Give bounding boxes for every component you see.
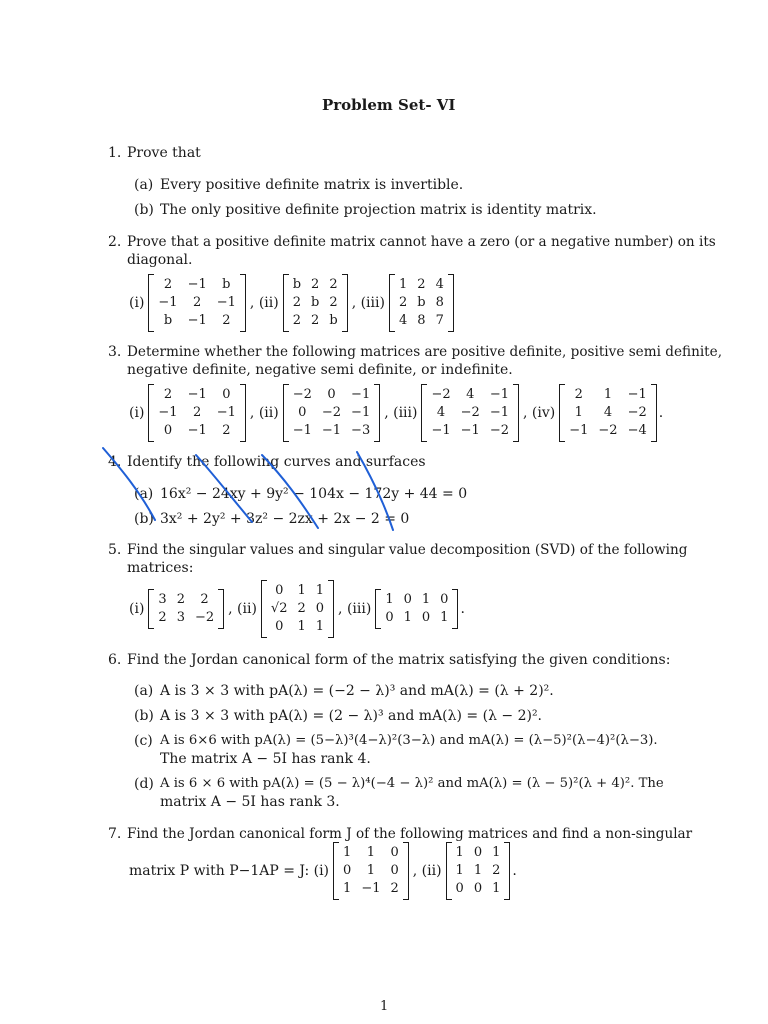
p3-label-1: (i) xyxy=(129,405,145,421)
matrix-cell: 0 xyxy=(275,583,284,598)
matrix-cell: 0 xyxy=(455,881,464,896)
problem-6d-text-2: matrix A − 5I has rank 3. xyxy=(160,794,340,810)
matrix-cell: 2 xyxy=(329,277,338,292)
matrix-cell: 1 xyxy=(403,610,412,625)
p2-label-2: , (ii) xyxy=(249,295,279,311)
matrix-cell: −1 xyxy=(431,423,451,438)
matrix-cell: 8 xyxy=(435,295,444,310)
matrix-cell: 0 xyxy=(327,387,336,402)
matrix-cell: 0 xyxy=(298,405,307,420)
matrix-grid xyxy=(267,580,328,638)
problem-3-line1: Determine whether the following matrices are positive definite, positive semi definite, xyxy=(127,344,723,360)
problem-1-number: 1. xyxy=(108,145,122,161)
matrix-cell: −2 xyxy=(489,423,509,438)
problem-7-number: 7. xyxy=(108,826,122,842)
matrix-cell: −1 xyxy=(361,881,381,896)
problem-5-number: 5. xyxy=(108,542,122,558)
matrix-cell: 0 xyxy=(473,881,483,896)
matrix-cell: 2 xyxy=(492,863,501,878)
matrix-cell: b xyxy=(417,295,426,310)
p5-matrix-2 xyxy=(261,580,334,638)
matrix-cell: 2 xyxy=(163,387,173,402)
matrix-cell: 4 xyxy=(466,387,475,402)
matrix-cell: 1 xyxy=(315,583,325,598)
matrix-cell: 1 xyxy=(421,592,431,607)
problem-5-line2: matrices: xyxy=(127,560,194,576)
p5-label-2: , (ii) xyxy=(228,601,257,617)
p3-label-3: , (iii) xyxy=(384,405,418,421)
matrix-cell: 2 xyxy=(193,405,202,420)
problem-5-line1: Find the singular values and singular value decomposition (SVD) of the following xyxy=(127,542,688,558)
matrix-cell: 2 xyxy=(417,277,426,292)
right-bracket xyxy=(328,580,334,638)
problem-6-text: Find the Jordan canonical form of the matrix satisfying the given conditions: xyxy=(127,652,671,668)
matrix-cell: −1 xyxy=(489,405,509,420)
problem-7-matrix-row xyxy=(127,842,517,900)
p3-label-2: , (ii) xyxy=(249,405,279,421)
p5-label-3: , (iii) xyxy=(338,601,372,617)
problem-1a-text: Every positive definite matrix is invertible. xyxy=(160,177,464,193)
problem-1-text: Prove that xyxy=(127,145,201,161)
matrix-cell: 2 xyxy=(222,313,231,328)
pen-stroke-3 xyxy=(262,455,318,528)
matrix-cell: −1 xyxy=(187,277,207,292)
problem-6a-text: A is 3 × 3 with pA(λ) = (−2 − λ)³ and mA(λ) = (λ + 2)². xyxy=(160,683,554,699)
problem-4a-label: (a) xyxy=(134,486,154,502)
matrix-cell: 0 xyxy=(421,610,431,625)
matrix-cell: 2 xyxy=(292,313,301,328)
matrix-cell: b xyxy=(311,295,320,310)
problem-2-line2: diagonal. xyxy=(127,252,193,268)
matrix-cell: 0 xyxy=(403,592,412,607)
problem-4b-text: 3x² + 2y² + 3z² − 2zx + 2x − 2 = 0 xyxy=(160,511,410,527)
matrix-cell: 1 xyxy=(343,881,352,896)
matrix-cell: −1 xyxy=(351,405,371,420)
right-bracket xyxy=(504,842,510,900)
p5-matrix-1 xyxy=(148,589,224,629)
matrix-cell: 1 xyxy=(297,583,306,598)
matrix-cell: −1 xyxy=(158,295,178,310)
problem-4b-label: (b) xyxy=(134,511,154,527)
matrix-cell: 2 xyxy=(311,277,320,292)
matrix-cell: 0 xyxy=(385,610,394,625)
problem-1b-label: (b) xyxy=(134,202,154,218)
problem-6c-text-1: A is 6×6 with pA(λ) = (5−λ)³(4−λ)²(3−λ) and mA(λ) = (λ−5)²(λ−4)²(λ−3). xyxy=(160,733,658,748)
p5-matrix-3 xyxy=(375,589,458,629)
problem-6d-text-1: A is 6 × 6 with pA(λ) = (5 − λ)⁴(−4 − λ)² and mA(λ) = (λ − 5)²(λ + 4)². The xyxy=(160,776,664,791)
matrix-cell: −1 xyxy=(187,313,207,328)
matrix-cell: 0 xyxy=(343,863,352,878)
matrix-cell: 3 xyxy=(176,610,185,625)
problem-4-text: Identify the following curves and surfaces xyxy=(127,454,426,470)
matrix-cell: √2 xyxy=(270,601,288,616)
matrix-cell: 1 xyxy=(366,845,376,860)
problem-6b-text: A is 3 × 3 with pA(λ) = (2 − λ)³ and mA(λ) = (λ − 2)². xyxy=(160,708,543,724)
problem-4-number: 4. xyxy=(108,454,122,470)
matrix-cell: 1 xyxy=(574,405,583,420)
page-title: Problem Set- VI xyxy=(322,96,456,114)
matrix-cell: −2 xyxy=(292,387,312,402)
matrix-cell: −1 xyxy=(351,387,371,402)
matrix-cell: −1 xyxy=(187,387,207,402)
problem-4a-text: 16x² − 24xy + 9y² − 104x − 172y + 44 = 0 xyxy=(160,486,468,502)
matrix-cell: 4 xyxy=(398,313,408,328)
matrix-cell: 2 xyxy=(176,592,185,607)
matrix-grid xyxy=(154,589,218,629)
right-bracket xyxy=(452,589,458,629)
problem-1a-label: (a) xyxy=(134,177,154,193)
matrix-cell: 1 xyxy=(455,863,464,878)
right-bracket xyxy=(218,589,224,629)
matrix-cell: 3 xyxy=(158,592,167,607)
problem-1b-text: The only positive definite projection matrix is identity matrix. xyxy=(160,202,597,218)
problem-7-prefix: matrix P with P−1AP = J: (i) xyxy=(129,863,330,879)
matrix-cell: 1 xyxy=(343,845,352,860)
p2-label-3: , (iii) xyxy=(351,295,385,311)
matrix-cell: −1 xyxy=(489,387,509,402)
matrix-cell: −2 xyxy=(194,610,215,625)
matrix-cell: b xyxy=(329,313,338,328)
page-number: 1 xyxy=(380,999,389,1014)
problem-6c-text-2: The matrix A − 5I has rank 4. xyxy=(160,751,371,767)
matrix-grid xyxy=(452,842,505,900)
matrix-cell: 1 xyxy=(603,387,613,402)
matrix-cell: −1 xyxy=(187,423,207,438)
matrix-cell: 2 xyxy=(329,295,338,310)
matrix-cell: −2 xyxy=(598,423,618,438)
matrix-cell: 1 xyxy=(492,845,501,860)
matrix-cell: 0 xyxy=(440,592,449,607)
matrix-cell: 1 xyxy=(440,610,449,625)
matrix-cell: 2 xyxy=(158,610,167,625)
matrix-cell: 2 xyxy=(292,295,301,310)
matrix-cell: 2 xyxy=(398,295,408,310)
p7-end-period: . xyxy=(512,863,517,879)
pen-stroke-1 xyxy=(103,448,155,520)
matrix-cell: b xyxy=(292,277,302,292)
problem-3-line2: negative definite, negative semi definite, or indefinite. xyxy=(127,362,513,378)
matrix-cell: −1 xyxy=(216,405,236,420)
matrix-cell: −2 xyxy=(321,405,342,420)
matrix-cell: −2 xyxy=(431,387,451,402)
matrix-cell: 2 xyxy=(390,881,399,896)
matrix-cell: −1 xyxy=(569,423,589,438)
matrix-cell: 1 xyxy=(315,619,325,634)
problem-2-number: 2. xyxy=(108,234,122,250)
p3-label-4: , (iv) xyxy=(523,405,556,421)
p7-matrix-2 xyxy=(446,842,511,900)
problem-6c-label: (c) xyxy=(134,733,153,749)
matrix-cell: 1 xyxy=(492,881,501,896)
matrix-cell: −1 xyxy=(216,295,236,310)
problem-5-matrix-row xyxy=(127,580,465,638)
matrix-cell: 1 xyxy=(366,863,376,878)
matrix-cell: 2 xyxy=(297,601,306,616)
pen-stroke-4 xyxy=(357,452,393,530)
right-bracket xyxy=(403,842,409,900)
matrix-cell: −1 xyxy=(460,423,480,438)
matrix-cell: 8 xyxy=(417,313,426,328)
matrix-cell: 1 xyxy=(455,845,464,860)
matrix-cell: 2 xyxy=(163,277,173,292)
problem-6b-label: (b) xyxy=(134,708,154,724)
matrix-cell: 0 xyxy=(315,601,325,616)
matrix-cell: 7 xyxy=(435,313,444,328)
matrix-cell: 1 xyxy=(398,277,408,292)
matrix-cell: 0 xyxy=(275,619,284,634)
problem-6a-label: (a) xyxy=(134,683,154,699)
matrix-cell: −1 xyxy=(292,423,312,438)
problem-7-line1: Find the Jordan canonical form J of the following matrices and find a non-singular xyxy=(127,826,693,842)
matrix-cell: 0 xyxy=(163,423,173,438)
matrix-cell: 2 xyxy=(311,313,320,328)
matrix-cell: 0 xyxy=(473,845,483,860)
p5-label-1: (i) xyxy=(129,601,145,617)
matrix-cell: 0 xyxy=(222,387,231,402)
matrix-cell: 0 xyxy=(390,845,399,860)
problem-2-line1: Prove that a positive definite matrix cannot have a zero (or a negative number) on its xyxy=(127,234,716,250)
p7-matrix-1 xyxy=(333,842,409,900)
p2-label-1: (i) xyxy=(129,295,145,311)
matrix-cell: −4 xyxy=(627,423,647,438)
matrix-cell: 2 xyxy=(200,592,209,607)
matrix-cell: 0 xyxy=(390,863,399,878)
matrix-cell: b xyxy=(222,277,231,292)
matrix-cell: −1 xyxy=(321,423,342,438)
matrix-cell: 2 xyxy=(222,423,231,438)
matrix-cell: 2 xyxy=(574,387,583,402)
matrix-cell: 2 xyxy=(193,295,202,310)
problem-6d-label: (d) xyxy=(134,776,154,792)
matrix-cell: 4 xyxy=(603,405,613,420)
matrix-cell: −1 xyxy=(627,387,647,402)
matrix-cell: 1 xyxy=(297,619,306,634)
matrix-cell: −2 xyxy=(627,405,647,420)
matrix-grid xyxy=(381,589,452,629)
matrix-cell: b xyxy=(163,313,173,328)
problem-3-number: 3. xyxy=(108,344,122,360)
matrix-cell: −2 xyxy=(460,405,480,420)
matrix-cell: 1 xyxy=(385,592,394,607)
matrix-cell: −3 xyxy=(351,423,371,438)
problem-6-number: 6. xyxy=(108,652,122,668)
matrix-grid xyxy=(339,842,403,900)
p5-end-period: . xyxy=(460,601,465,617)
matrix-cell: −1 xyxy=(158,405,178,420)
p7-label-1: , (ii) xyxy=(412,863,442,879)
matrix-cell: 4 xyxy=(436,405,446,420)
matrix-cell: 1 xyxy=(473,863,483,878)
pen-stroke-2 xyxy=(196,455,252,522)
matrix-cell: 4 xyxy=(435,277,444,292)
p3-end-period: . xyxy=(658,405,664,421)
